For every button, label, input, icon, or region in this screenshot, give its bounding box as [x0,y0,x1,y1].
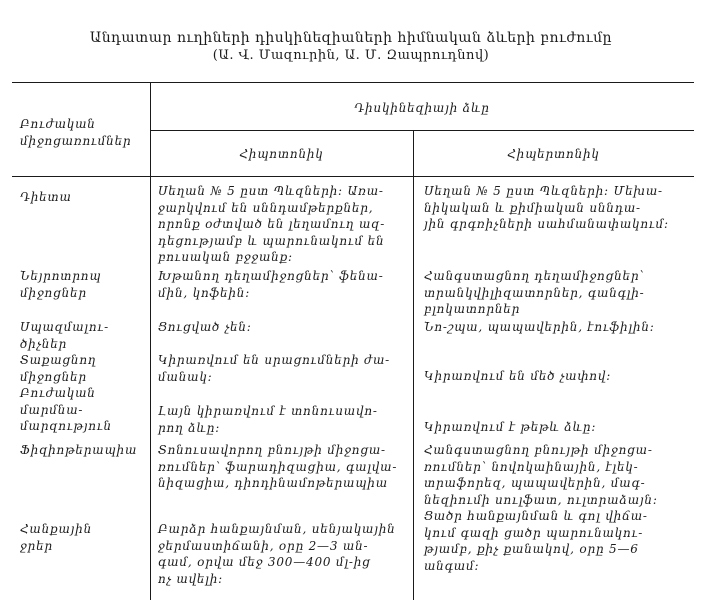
header-hypotonic: Հիպոտոնիկ [239,147,324,161]
row-label-physiotherapy: Ֆիզիոթերապիա [20,443,138,457]
row-label-neurotropic: Նեյրոտրոպ միջոցներ [20,269,102,300]
cell-neurotropic-hypotonic: Խթանող դեղամիջոցներ՝ ֆենա- մին, կոֆեին: [158,269,384,300]
cell-exercise-hypertonic: Կիրառվում է թեթև ձևը: [424,420,597,434]
header-hypertonic: Հիպերտոնիկ [507,147,600,161]
title-main: Անդատար ուղիների դիսկինեզիաների հիմնական ձևերի բուժումը [89,30,613,46]
row-label-diet: Դիետա [20,190,72,204]
row-label-spasmolytics: Սպազմալու- ծիչներ [20,320,109,351]
cell-spasmolytics-hypertonic: Նո-շպա, պապավերին, էուֆիլին: [424,320,655,334]
cell-neurotropic-hypertonic: Հանգստացնող դեղամիջոցներ՝ տրանկվիլիզատորներ, գանգլի- բլոկատորներ [424,269,645,316]
table-title [0,30,702,64]
cell-warming-hypotonic: Կիրառվում են սրացումների ժա- մանակ: [158,353,391,384]
cell-mineral-hypotonic: Բարձր հանքայնման, սենյակային ջերմաստիճանի, օրը 2—3 ան- գամ, օրվա մեջ 300—400 մլ-ից ոչ ավելի: [158,522,396,586]
row-label-mineral-waters: Հանքային ջրեր [20,522,93,553]
rule-top [12,82,694,83]
cell-spasmolytics-hypotonic: Ցուցված չեն: [158,320,252,334]
rule-group-bottom [150,130,694,131]
header-dyskinesia-form: Դիսկինեզիայի ձևը [354,101,490,115]
row-label-exercise-therapy: Բուժական մարմնա- մարզություն [20,386,112,433]
title-authors: (Ա. Վ. Մազուրին, Ա. Մ. Զապրուդնով) [212,48,490,63]
cell-warming-hypertonic: Կիրառվում են մեծ չափով: [424,369,612,383]
cell-diet-hypotonic: Սեղան № 5 ըստ Պևզների: Առա- ջարկվում են սննդամթերքներ, որոնք օժտված են լեղամուղ ազ- դեցությամբ և պարունակում են բուսական բջջանք: [158,184,386,264]
cell-exercise-hypotonic: Լայն կիրառվում է տոնուսավո- րող ձևը: [158,404,378,435]
rule-col-divider-2 [413,130,414,600]
cell-mineral-hypertonic: Ցածր հանքայնման և գոլ վիճա- կում գազի ցածր պարունակու- թյամբ, քիչ քանակով, օրը 5—6 անգամ: [424,509,648,573]
header-measures: Բուժական միջոցառումներ [20,117,132,148]
row-label-warming: Տաքացնող միջոցներ [20,353,97,384]
cell-physiotherapy-hypotonic: Տոնուսավորող բնույթի միջոցա- ռումներ՝ ֆարադիզացիա, գալվա- նիզացիա, դիոդինամոթերապիա [158,443,398,490]
rule-header-bottom [12,176,694,177]
cell-physiotherapy-hypertonic: Հանգստացնող բնույթի միջոցա- ռումներ՝ նովոկաինային, էլեկ- տրաֆորեզ, պապավերին, մագ- նեզիումի սուլֆատ, ուլտրաձայն: [424,443,658,507]
cell-diet-hypertonic: Սեղան № 5 ըստ Պևզների: Մեխա- նիկական և քիմիական սննդա- յին գրգռիչների սահմանափակում: [424,184,669,231]
